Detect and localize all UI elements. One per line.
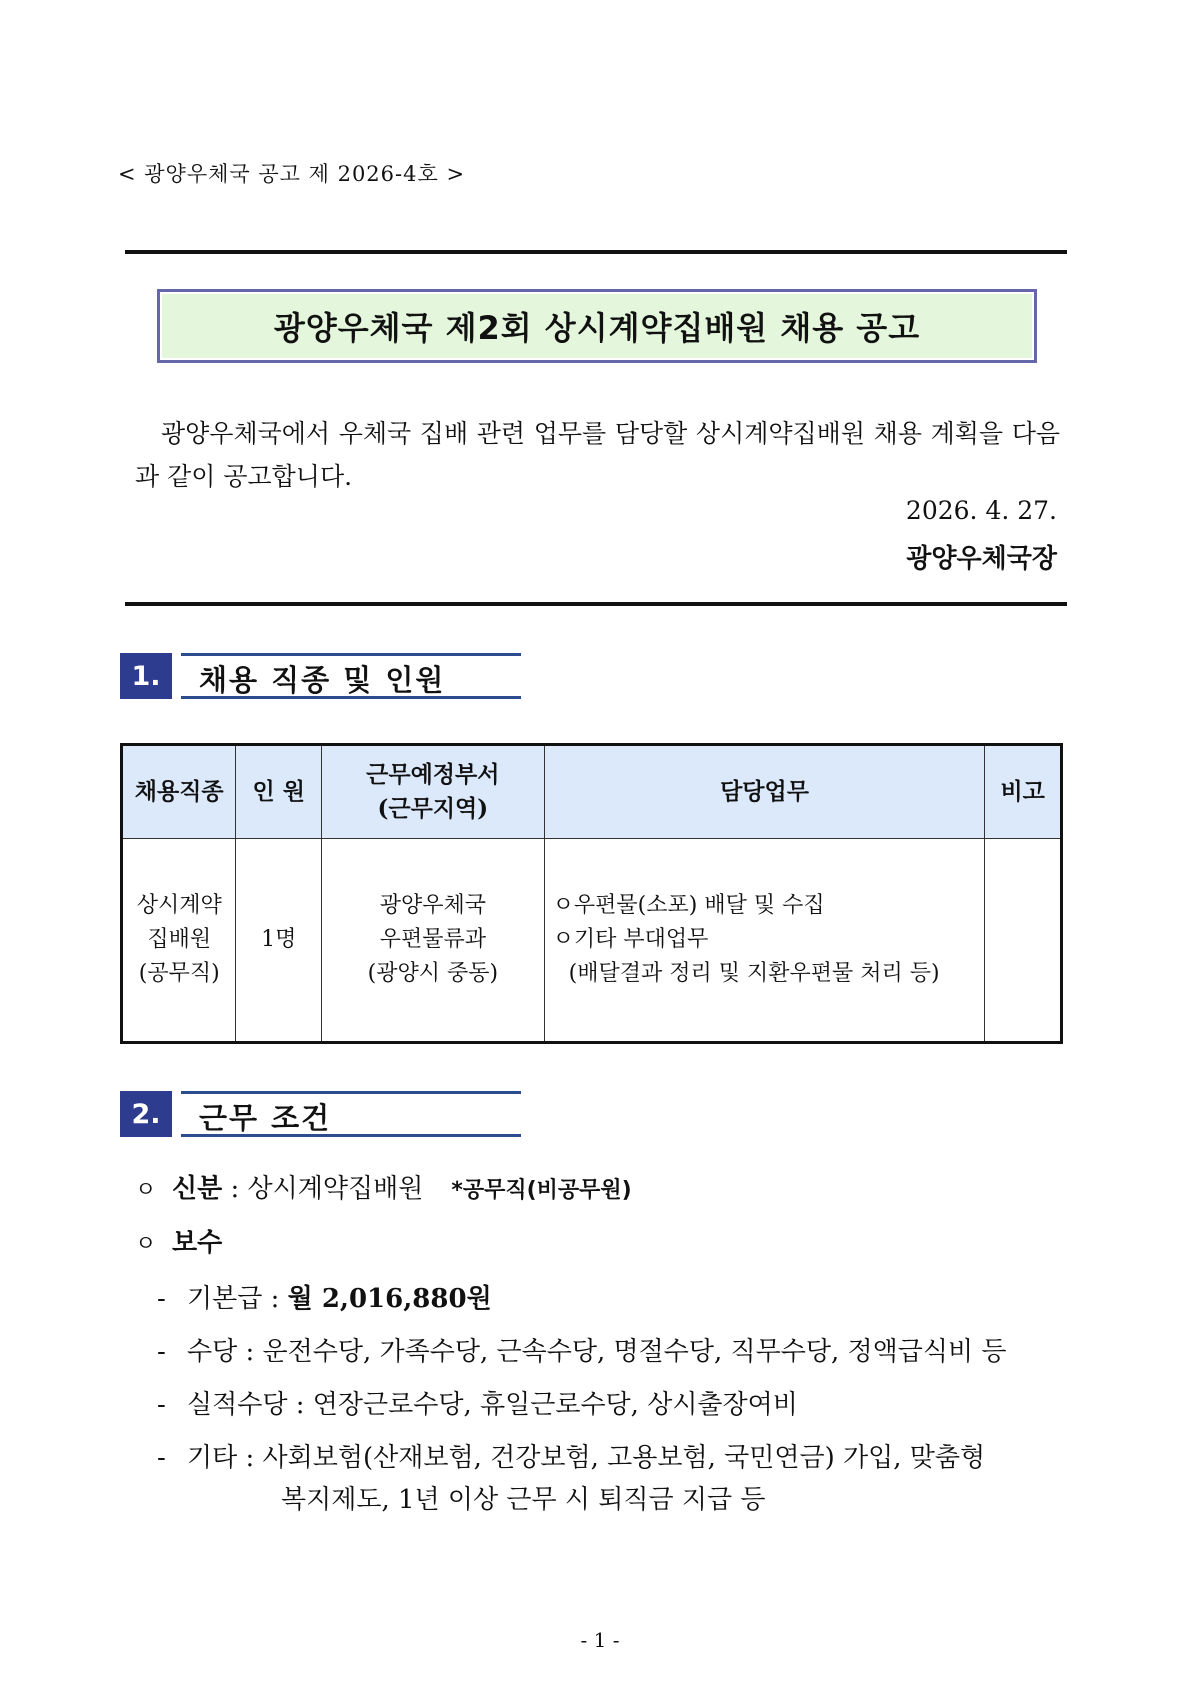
cell-dept — [321, 839, 544, 1043]
status-separator: : — [222, 1174, 248, 1204]
cell-dept-line1: 광양우체국 — [379, 893, 486, 918]
cell-duty-line2: ㅇ기타 부대업무 — [552, 927, 709, 952]
pay-other-line — [157, 1437, 985, 1474]
cell-job-line2: 집배원 — [147, 927, 212, 952]
intro-divider — [125, 602, 1067, 606]
pay-base-value: 월 2,016,880원 — [287, 1284, 492, 1314]
header-dept-line2: (근무지역) — [377, 795, 489, 822]
pay-allowance-line — [157, 1331, 1006, 1368]
section-1-title: 채용 직종 및 인원 — [199, 663, 446, 697]
cell-job — [122, 839, 236, 1043]
table-header-row — [122, 745, 1062, 839]
table-row — [122, 839, 1062, 1043]
cell-job-line3: (공무직) — [138, 961, 220, 986]
pay-other-continuation: 복지제도, 1년 이상 근무 시 퇴직금 지급 등 — [281, 1485, 766, 1515]
pay-base-sep: : — [262, 1284, 288, 1314]
pay-other-line1: 기타 : 사회보험(산재보험, 건강보험, 고용보험, 국민연금) 가입, 맞춤형 — [187, 1443, 986, 1473]
status-value: 상시계약집배원 — [247, 1174, 424, 1204]
section-2-number: 2. — [120, 1091, 172, 1137]
header-dept — [321, 745, 544, 839]
cell-note — [985, 839, 1062, 1043]
pay-performance-text: 실적수당 : 연장근로수당, 휴일근로수당, 상시출장여비 — [187, 1390, 798, 1420]
pay-base-line — [157, 1278, 492, 1315]
section-1-heading — [181, 653, 521, 699]
intro-paragraph: 광양우체국에서 우체국 집배 관련 업무를 담당할 상시계약집배원 채용 계획을 다음과 같이 공고합니다. — [135, 419, 1060, 491]
pay-allowance-text: 수당 : 운전수당, 가족수당, 근속수당, 명절수당, 직무수당, 정액급식비 등 — [187, 1337, 1007, 1367]
pay-heading — [135, 1222, 222, 1259]
page-title: 광양우체국 제2회 상시계약집배원 채용 공고 — [273, 309, 921, 347]
cell-duty-line1: ㅇ우편물(소포) 배달 및 수집 — [552, 893, 825, 918]
notice-number: < 광양우체국 공고 제 2026-4호 > — [118, 162, 466, 186]
section-2-heading — [181, 1091, 521, 1137]
title-box — [157, 289, 1037, 363]
section-2-title: 근무 조건 — [199, 1101, 332, 1135]
section-1-number: 1. — [120, 653, 172, 699]
pay-bullet: ㅇ — [135, 1232, 157, 1257]
header-job: 채용직종 — [122, 745, 236, 839]
pay-other-dash: - — [157, 1443, 166, 1473]
top-divider — [125, 250, 1067, 254]
page-number: - 1 - — [580, 1628, 620, 1652]
pay-base-dash: - — [157, 1284, 166, 1314]
pay-allowance-dash: - — [157, 1337, 166, 1367]
issuer-name: 광양우체국장 — [906, 544, 1057, 574]
cell-count: 1명 — [236, 839, 322, 1043]
status-line — [135, 1168, 632, 1205]
cell-duty-line3: (배달결과 정리 및 지환우편물 처리 등) — [568, 961, 940, 986]
notice-date: 2026. 4. 27. — [905, 496, 1057, 525]
header-dept-line1: 근무예정부서 — [366, 761, 500, 788]
status-label: 신분 — [172, 1174, 223, 1204]
cell-duty — [544, 839, 985, 1043]
pay-base-label: 기본급 — [187, 1284, 263, 1314]
header-note: 비고 — [985, 745, 1062, 839]
header-count: 인 원 — [236, 745, 322, 839]
pay-performance-line — [157, 1384, 798, 1421]
status-note: *공무직(비공무원) — [451, 1178, 632, 1203]
pay-label: 보수 — [172, 1228, 223, 1258]
status-bullet: ㅇ — [135, 1178, 157, 1203]
pay-performance-dash: - — [157, 1390, 166, 1420]
recruitment-table — [120, 743, 1063, 1044]
header-duty: 담당업무 — [544, 745, 985, 839]
cell-job-line1: 상시계약 — [136, 893, 222, 918]
cell-dept-line3: (광양시 중동) — [367, 961, 499, 986]
cell-dept-line2: 우편물류과 — [379, 927, 486, 952]
